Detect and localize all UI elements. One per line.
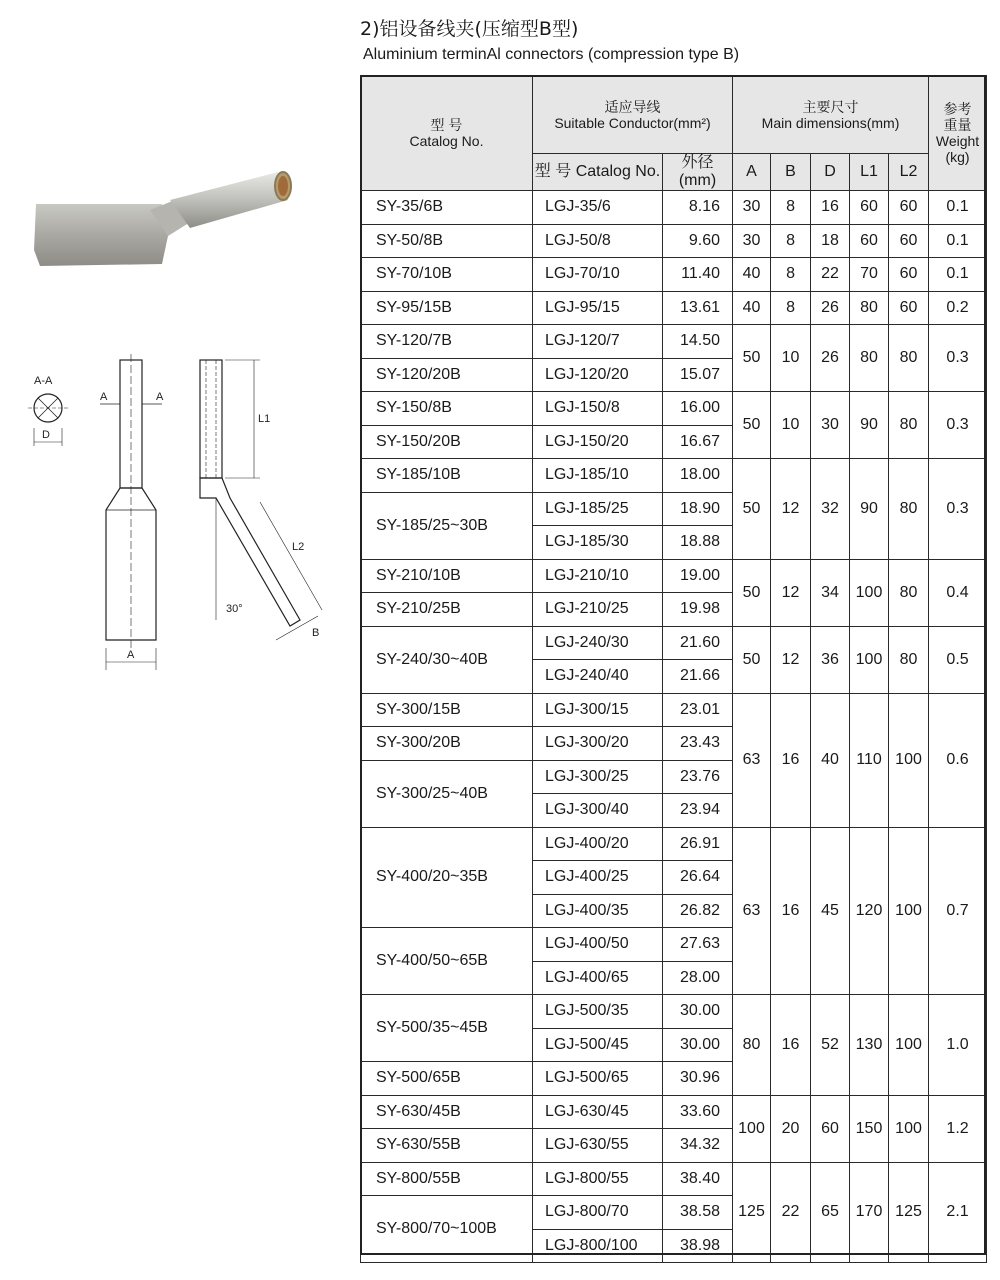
label-a-bottom: A	[127, 649, 135, 661]
cell-a: 40	[733, 291, 771, 325]
cell-conductor: LGJ-500/65	[533, 1062, 663, 1096]
cell-b: 22	[771, 1162, 811, 1263]
table-row	[361, 1162, 987, 1196]
product-photo	[30, 170, 300, 275]
cell-catalog: SY-500/35~45B	[361, 995, 533, 1062]
cell-conductor: LGJ-120/20	[533, 358, 663, 392]
cell-weight: 0.7	[929, 827, 987, 995]
cell-conductor: LGJ-800/100	[533, 1229, 663, 1263]
cell-b: 10	[771, 325, 811, 392]
cell-diameter: 26.64	[663, 861, 733, 895]
cell-l2: 80	[889, 626, 929, 693]
table-row	[361, 258, 987, 292]
header-dimensions: 主要尺寸 Main dimensions(mm)	[733, 76, 929, 154]
cell-catalog: SY-120/20B	[361, 358, 533, 392]
table-row	[361, 224, 987, 258]
cell-b: 8	[771, 291, 811, 325]
table-row	[361, 291, 987, 325]
cell-conductor: LGJ-240/40	[533, 660, 663, 694]
cell-d: 26	[811, 291, 850, 325]
page-title-en: Aluminium terminAl connectors (compression type B)	[363, 46, 740, 63]
cell-d: 65	[811, 1162, 850, 1263]
cell-d: 16	[811, 191, 850, 225]
table-row	[361, 459, 987, 493]
cell-l1: 150	[850, 1095, 889, 1162]
label-a-right: A	[156, 391, 164, 403]
cell-l1: 110	[850, 693, 889, 827]
cell-catalog: SY-500/65B	[361, 1062, 533, 1096]
cell-diameter: 38.58	[663, 1196, 733, 1230]
cell-diameter: 38.98	[663, 1229, 733, 1263]
cell-catalog: SY-185/10B	[361, 459, 533, 493]
cell-d: 32	[811, 459, 850, 560]
table-row	[361, 392, 987, 426]
cell-diameter: 30.96	[663, 1062, 733, 1096]
cell-diameter: 23.01	[663, 693, 733, 727]
cell-diameter: 23.76	[663, 760, 733, 794]
cell-diameter: 21.60	[663, 626, 733, 660]
cell-l1: 90	[850, 392, 889, 459]
cell-conductor: LGJ-185/25	[533, 492, 663, 526]
table-row	[361, 626, 987, 660]
cell-d: 18	[811, 224, 850, 258]
subheader-d: D	[811, 154, 850, 191]
cell-conductor: LGJ-630/55	[533, 1129, 663, 1163]
cell-l2: 100	[889, 693, 929, 827]
cell-d: 45	[811, 827, 850, 995]
cell-catalog: SY-300/20B	[361, 727, 533, 761]
cell-weight: 1.0	[929, 995, 987, 1096]
cell-diameter: 14.50	[663, 325, 733, 359]
cell-weight: 0.2	[929, 291, 987, 325]
cell-diameter: 18.88	[663, 526, 733, 560]
cell-diameter: 30.00	[663, 995, 733, 1029]
cell-l1: 130	[850, 995, 889, 1096]
cell-catalog: SY-50/8B	[361, 224, 533, 258]
cell-conductor: LGJ-150/8	[533, 392, 663, 426]
cell-a: 50	[733, 325, 771, 392]
header-row	[361, 76, 987, 154]
cell-weight: 1.2	[929, 1095, 987, 1162]
cell-weight: 0.1	[929, 224, 987, 258]
cell-d: 40	[811, 693, 850, 827]
cell-b: 16	[771, 827, 811, 995]
label-b: B	[312, 627, 320, 639]
table-row	[361, 995, 987, 1029]
cell-l1: 100	[850, 626, 889, 693]
cell-diameter: 8.16	[663, 191, 733, 225]
cell-diameter: 16.67	[663, 425, 733, 459]
cell-catalog: SY-800/55B	[361, 1162, 533, 1196]
cell-a: 63	[733, 827, 771, 995]
cell-d: 30	[811, 392, 850, 459]
cell-l1: 170	[850, 1162, 889, 1263]
cell-diameter: 13.61	[663, 291, 733, 325]
cell-catalog: SY-70/10B	[361, 258, 533, 292]
cell-l2: 80	[889, 559, 929, 626]
cell-b: 8	[771, 224, 811, 258]
cell-b: 20	[771, 1095, 811, 1162]
cell-catalog: SY-150/20B	[361, 425, 533, 459]
cell-diameter: 15.07	[663, 358, 733, 392]
cell-d: 22	[811, 258, 850, 292]
cell-l1: 100	[850, 559, 889, 626]
cell-l2: 125	[889, 1162, 929, 1263]
label-d: D	[42, 429, 50, 441]
cell-catalog: SY-210/10B	[361, 559, 533, 593]
label-a-left: A	[100, 391, 108, 403]
cell-diameter: 19.98	[663, 593, 733, 627]
cell-diameter: 28.00	[663, 961, 733, 995]
cell-conductor: LGJ-300/25	[533, 760, 663, 794]
cell-conductor: LGJ-500/45	[533, 1028, 663, 1062]
cell-a: 100	[733, 1095, 771, 1162]
cell-l2: 100	[889, 1095, 929, 1162]
cell-conductor: LGJ-500/35	[533, 995, 663, 1029]
cell-catalog: SY-630/45B	[361, 1095, 533, 1129]
cell-b: 8	[771, 258, 811, 292]
cell-catalog: SY-630/55B	[361, 1129, 533, 1163]
subheader-dia: 外径(mm)	[663, 154, 733, 191]
cell-l1: 70	[850, 258, 889, 292]
cell-l2: 60	[889, 224, 929, 258]
cell-conductor: LGJ-630/45	[533, 1095, 663, 1129]
subheader-a: A	[733, 154, 771, 191]
cell-weight: 0.1	[929, 258, 987, 292]
cell-diameter: 18.00	[663, 459, 733, 493]
cell-b: 12	[771, 459, 811, 560]
cell-weight: 0.1	[929, 191, 987, 225]
cell-conductor: LGJ-300/15	[533, 693, 663, 727]
cell-b: 8	[771, 191, 811, 225]
cell-diameter: 38.40	[663, 1162, 733, 1196]
cell-catalog: SY-35/6B	[361, 191, 533, 225]
cell-conductor: LGJ-120/7	[533, 325, 663, 359]
cell-diameter: 16.00	[663, 392, 733, 426]
cell-catalog: SY-185/25~30B	[361, 492, 533, 559]
cell-weight: 0.6	[929, 693, 987, 827]
cell-a: 80	[733, 995, 771, 1096]
cell-b: 16	[771, 995, 811, 1096]
cell-l1: 90	[850, 459, 889, 560]
cell-catalog: SY-120/7B	[361, 325, 533, 359]
cell-a: 50	[733, 559, 771, 626]
label-l2: L2	[292, 541, 305, 553]
table-row	[361, 827, 987, 861]
cell-catalog: SY-95/15B	[361, 291, 533, 325]
cell-a: 30	[733, 191, 771, 225]
cell-catalog: SY-300/15B	[361, 693, 533, 727]
cell-diameter: 33.60	[663, 1095, 733, 1129]
cell-conductor: LGJ-800/70	[533, 1196, 663, 1230]
section-label: A-A	[34, 375, 53, 387]
cell-l2: 100	[889, 995, 929, 1096]
cell-catalog: SY-240/30~40B	[361, 626, 533, 693]
cell-conductor: LGJ-210/10	[533, 559, 663, 593]
cell-a: 125	[733, 1162, 771, 1263]
subheader-l1: L1	[850, 154, 889, 191]
cell-weight: 2.1	[929, 1162, 987, 1263]
cell-l1: 80	[850, 325, 889, 392]
cell-conductor: LGJ-185/10	[533, 459, 663, 493]
cell-a: 50	[733, 626, 771, 693]
cell-d: 26	[811, 325, 850, 392]
cell-catalog: SY-210/25B	[361, 593, 533, 627]
cell-conductor: LGJ-800/55	[533, 1162, 663, 1196]
subheader-b: B	[771, 154, 811, 191]
cell-l2: 80	[889, 459, 929, 560]
table-row	[361, 325, 987, 359]
cell-l1: 80	[850, 291, 889, 325]
cell-diameter: 23.43	[663, 727, 733, 761]
cell-b: 12	[771, 626, 811, 693]
cell-a: 30	[733, 224, 771, 258]
cell-l1: 60	[850, 191, 889, 225]
cell-conductor: LGJ-50/8	[533, 224, 663, 258]
cell-l2: 80	[889, 325, 929, 392]
cell-conductor: LGJ-70/10	[533, 258, 663, 292]
cell-l2: 100	[889, 827, 929, 995]
cell-diameter: 26.82	[663, 894, 733, 928]
cell-conductor: LGJ-300/40	[533, 794, 663, 828]
cell-conductor: LGJ-400/20	[533, 827, 663, 861]
cell-b: 16	[771, 693, 811, 827]
cell-catalog: SY-400/20~35B	[361, 827, 533, 928]
cell-conductor: LGJ-185/30	[533, 526, 663, 560]
cell-d: 36	[811, 626, 850, 693]
cell-l2: 60	[889, 258, 929, 292]
subheader-catalog: 型 号 Catalog No.	[533, 154, 663, 191]
cell-diameter: 11.40	[663, 258, 733, 292]
cell-d: 60	[811, 1095, 850, 1162]
cell-a: 40	[733, 258, 771, 292]
cell-l1: 60	[850, 224, 889, 258]
cell-diameter: 26.91	[663, 827, 733, 861]
cell-diameter: 18.90	[663, 492, 733, 526]
cell-a: 63	[733, 693, 771, 827]
cell-diameter: 34.32	[663, 1129, 733, 1163]
cell-weight: 0.4	[929, 559, 987, 626]
cell-weight: 0.3	[929, 459, 987, 560]
cell-conductor: LGJ-400/50	[533, 928, 663, 962]
technical-drawing	[20, 350, 350, 680]
table-row	[361, 1095, 987, 1129]
cell-diameter: 30.00	[663, 1028, 733, 1062]
header-conductor: 适应导线 Suitable Conductor(mm²)	[533, 76, 733, 154]
cell-b: 10	[771, 392, 811, 459]
cell-catalog: SY-300/25~40B	[361, 760, 533, 827]
cell-weight: 0.5	[929, 626, 987, 693]
cell-a: 50	[733, 459, 771, 560]
cell-diameter: 19.00	[663, 559, 733, 593]
cell-l2: 60	[889, 291, 929, 325]
cell-diameter: 27.63	[663, 928, 733, 962]
subheader-l2: L2	[889, 154, 929, 191]
spec-table	[360, 75, 987, 1263]
cell-conductor: LGJ-400/25	[533, 861, 663, 895]
cell-conductor: LGJ-35/6	[533, 191, 663, 225]
cell-catalog: SY-150/8B	[361, 392, 533, 426]
cell-d: 34	[811, 559, 850, 626]
table-row	[361, 191, 987, 225]
cell-diameter: 9.60	[663, 224, 733, 258]
cell-conductor: LGJ-240/30	[533, 626, 663, 660]
table-row	[361, 559, 987, 593]
cell-l2: 60	[889, 191, 929, 225]
cell-a: 50	[733, 392, 771, 459]
label-l1: L1	[258, 413, 271, 425]
cell-weight: 0.3	[929, 325, 987, 392]
page-title-cn: 2)铝设备线夹(压缩型B型)	[360, 18, 579, 40]
cell-d: 52	[811, 995, 850, 1096]
cell-conductor: LGJ-400/35	[533, 894, 663, 928]
header-catalog: 型 号 Catalog No.	[361, 76, 533, 191]
cell-l1: 120	[850, 827, 889, 995]
cell-conductor: LGJ-400/65	[533, 961, 663, 995]
label-angle: 30°	[226, 603, 243, 615]
cell-catalog: SY-400/50~65B	[361, 928, 533, 995]
cell-conductor: LGJ-210/25	[533, 593, 663, 627]
cell-diameter: 21.66	[663, 660, 733, 694]
cell-conductor: LGJ-95/15	[533, 291, 663, 325]
cell-b: 12	[771, 559, 811, 626]
cell-catalog: SY-800/70~100B	[361, 1196, 533, 1263]
cell-l2: 80	[889, 392, 929, 459]
table-row	[361, 693, 987, 727]
cell-conductor: LGJ-300/20	[533, 727, 663, 761]
header-weight: 参考 重量 Weight (kg)	[929, 76, 987, 191]
cell-diameter: 23.94	[663, 794, 733, 828]
cell-conductor: LGJ-150/20	[533, 425, 663, 459]
cell-weight: 0.3	[929, 392, 987, 459]
